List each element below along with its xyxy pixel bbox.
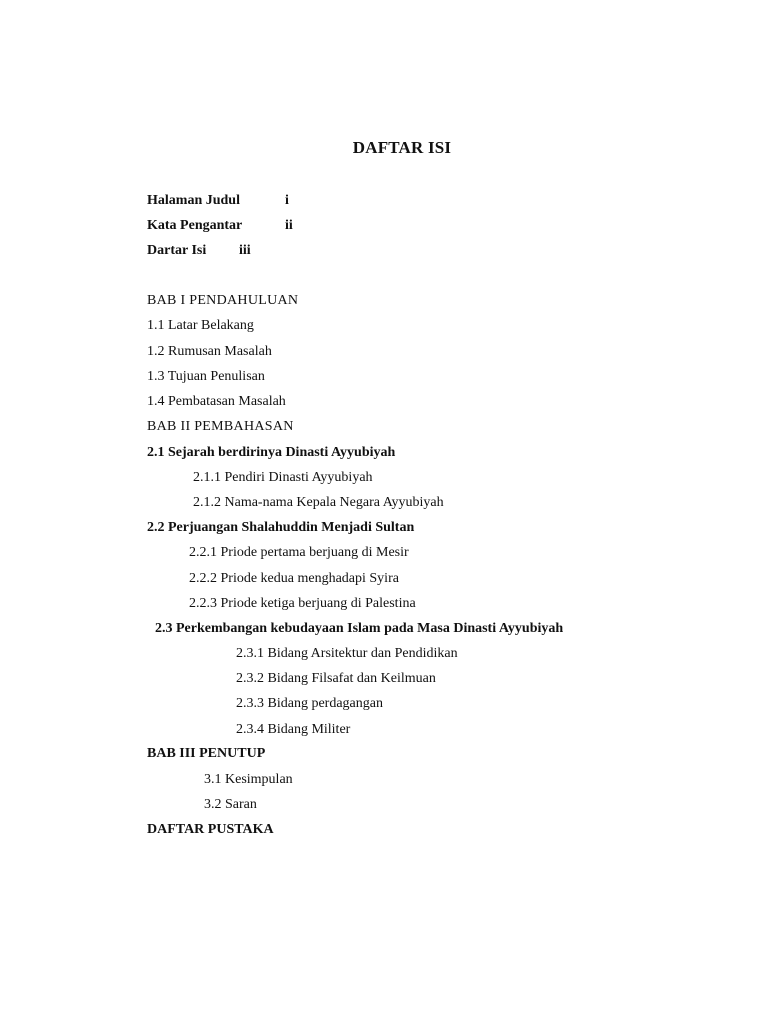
toc-entry-label: Halaman Judul bbox=[147, 193, 240, 208]
chapter-heading-bab-3: BAB III PENUTUP bbox=[147, 746, 266, 761]
section-heading-2-2: 2.2 Perjuangan Shalahuddin Menjadi Sultan bbox=[147, 520, 415, 535]
toc-subitem: 2.2.3 Priode ketiga berjuang di Palestina bbox=[189, 596, 416, 611]
toc-subitem: 2.2.1 Priode pertama berjuang di Mesir bbox=[189, 545, 409, 560]
chapter-heading-bab-1: BAB I PENDAHULUAN bbox=[147, 293, 299, 308]
toc-subitem: 2.2.2 Priode kedua menghadapi Syira bbox=[189, 571, 399, 586]
toc-item: 1.1 Latar Belakang bbox=[147, 318, 254, 333]
section-heading-2-1: 2.1 Sejarah berdirinya Dinasti Ayyubiyah bbox=[147, 445, 396, 460]
toc-subitem: 2.3.4 Bidang Militer bbox=[236, 722, 351, 737]
toc-entry-page-number: i bbox=[285, 193, 289, 208]
toc-entry-label: Kata Pengantar bbox=[147, 218, 243, 233]
toc-entry-page-number: ii bbox=[285, 218, 293, 233]
toc-item: 1.3 Tujuan Penulisan bbox=[147, 369, 265, 384]
toc-entry-label: Dartar Isi bbox=[147, 243, 207, 258]
toc-subitem: 2.1.2 Nama-nama Kepala Negara Ayyubiyah bbox=[193, 495, 444, 510]
toc-subitem: 3.1 Kesimpulan bbox=[204, 772, 293, 787]
toc-subitem: 2.1.1 Pendiri Dinasti Ayyubiyah bbox=[193, 470, 373, 485]
toc-subitem: 2.3.2 Bidang Filsafat dan Keilmuan bbox=[236, 671, 436, 686]
chapter-heading-bab-2: BAB II PEMBAHASAN bbox=[147, 419, 294, 434]
page-title: DAFTAR ISI bbox=[352, 138, 452, 157]
toc-item: 1.2 Rumusan Masalah bbox=[147, 344, 272, 359]
bibliography-heading: DAFTAR PUSTAKA bbox=[147, 822, 274, 837]
toc-entry-halaman-judul bbox=[147, 192, 240, 210]
toc-subitem: 3.2 Saran bbox=[204, 797, 257, 812]
toc-entry-kata-pengantar bbox=[147, 217, 242, 235]
toc-item: 1.4 Pembatasan Masalah bbox=[147, 394, 286, 409]
toc-subitem: 2.3.3 Bidang perdagangan bbox=[236, 696, 383, 711]
toc-entry-daftar-isi bbox=[147, 242, 206, 260]
section-heading-2-3: 2.3 Perkembangan kebudayaan Islam pada Masa Dinasti Ayyubiyah bbox=[155, 621, 564, 636]
toc-subitem: 2.3.1 Bidang Arsitektur dan Pendidikan bbox=[236, 646, 458, 661]
toc-entry-page-number: iii bbox=[239, 243, 251, 258]
